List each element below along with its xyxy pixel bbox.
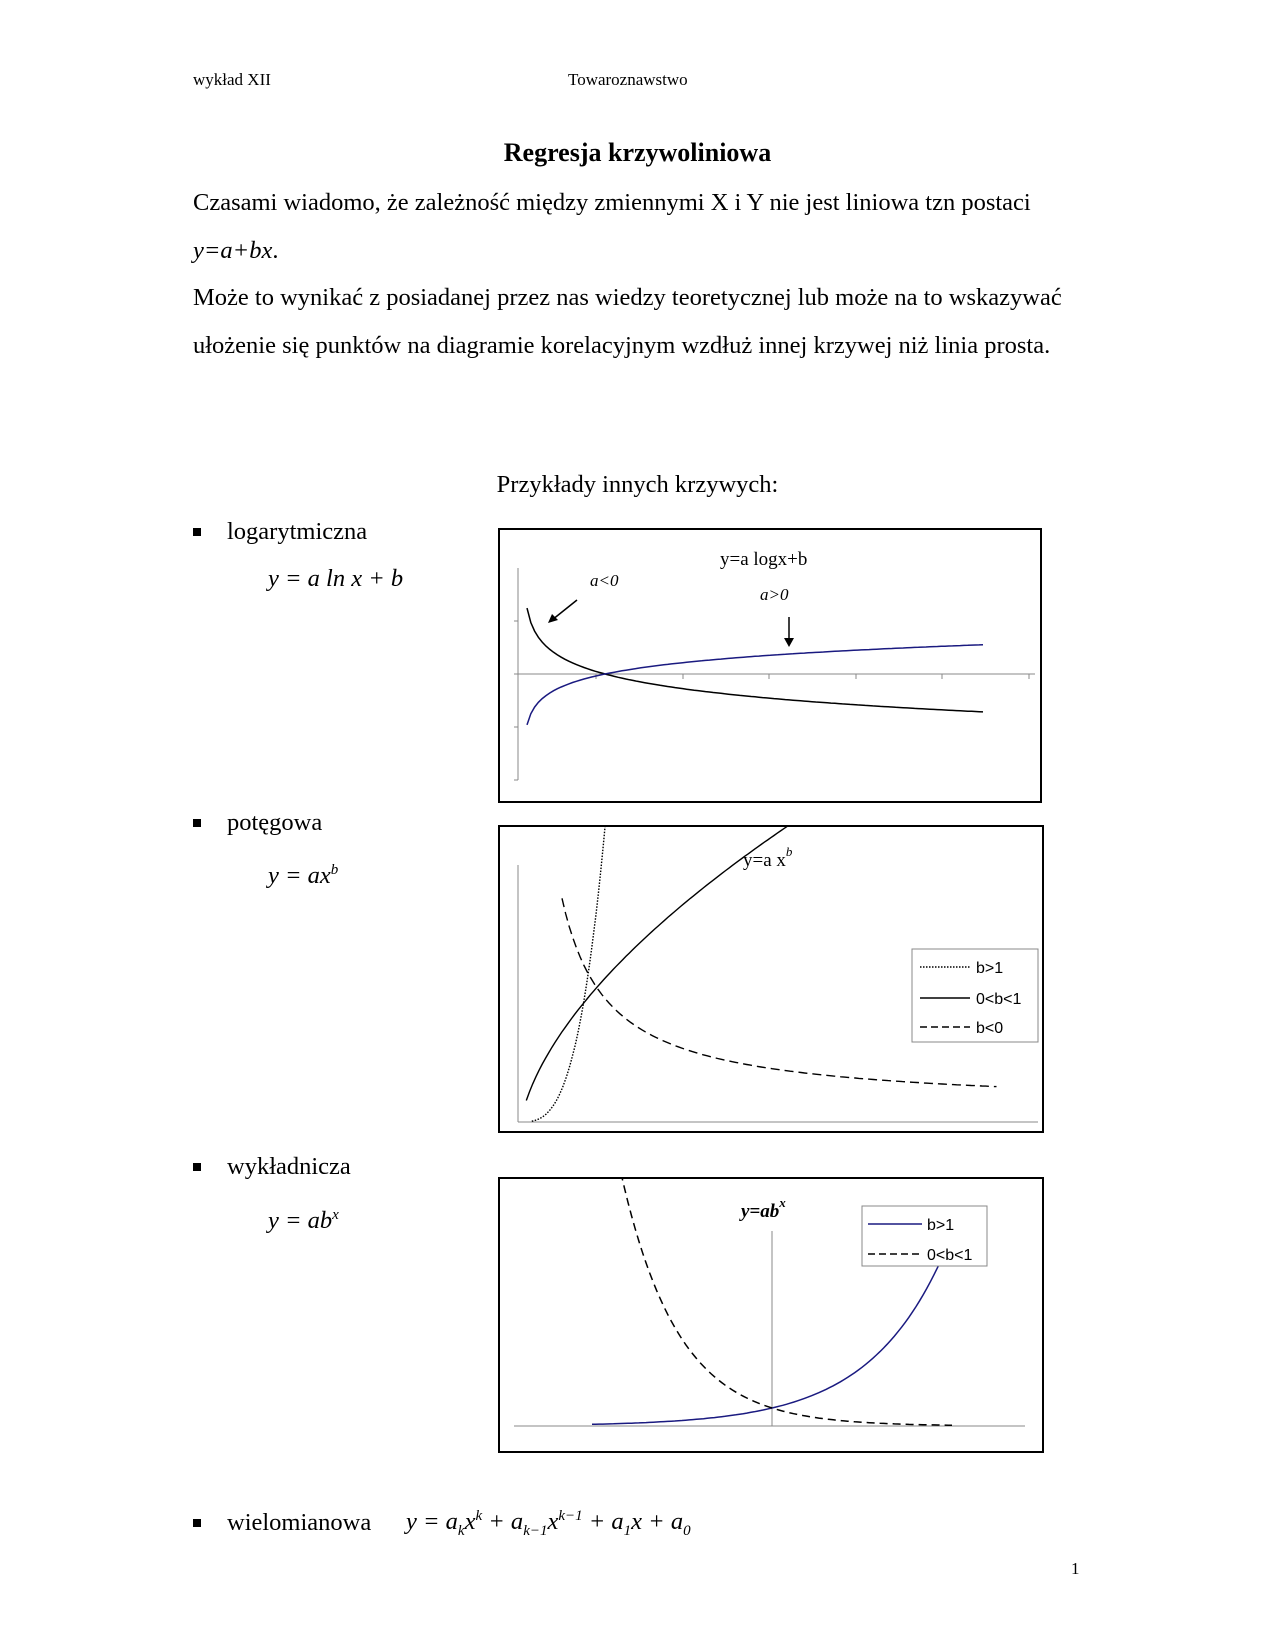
legend-label: 0<b<1 xyxy=(927,1247,973,1264)
series-line-b-between xyxy=(526,827,848,1101)
series-line-a-positive xyxy=(527,645,983,725)
bullet-icon xyxy=(193,528,201,536)
formula-wykladnicza xyxy=(268,1207,339,1235)
item-label: wielomianowa xyxy=(227,1509,372,1536)
arrow-head-icon xyxy=(548,614,558,623)
formula-wielomianowa: $y = a_kx^k + a_{k-1}x^{k-1} + a_1x + a_0$ xyxy=(406,1508,691,1540)
formula-potegowa xyxy=(268,862,338,890)
list-item-logarytmiczna xyxy=(193,518,367,546)
bullet-icon xyxy=(193,1163,201,1171)
page-title: Regresja krzywoliniowa xyxy=(503,138,772,167)
bullet-icon xyxy=(193,819,201,827)
legend xyxy=(912,949,1038,1042)
chart-exponential xyxy=(498,1177,1044,1453)
chart-title: y=a $x^b$ xyxy=(743,844,793,871)
header-center: Towaroznawstwo xyxy=(568,70,688,89)
arrow-head-icon xyxy=(784,638,794,647)
chart-title: $y=ab^x$ xyxy=(741,1195,786,1222)
legend-label: b<0 xyxy=(976,1020,1004,1037)
legend-label: 0<b<1 xyxy=(976,991,1022,1008)
examples-heading: Przykłady innych krzywych: xyxy=(496,471,779,498)
item-label: wykładnicza xyxy=(227,1153,351,1180)
paragraph-1-text: Czasami wiadomo, że zależność między zmiennymi X i Y nie jest liniowa tzn postaci xyxy=(193,189,1031,216)
item-label: potęgowa xyxy=(227,809,323,836)
annotation-a-negative: a<0 xyxy=(590,571,619,590)
paragraph-1-formula: y=a+bx xyxy=(193,236,273,264)
legend-label: b>1 xyxy=(976,960,1004,977)
formula-exponent: b xyxy=(330,862,339,878)
formula-base: y = ab xyxy=(268,1207,333,1235)
formula-logarytmiczna: y = a ln x + b xyxy=(268,565,404,592)
chart-logarithmic xyxy=(498,528,1042,803)
legend-label: b>1 xyxy=(927,1217,955,1234)
list-item-wykladnicza xyxy=(193,1153,351,1181)
list-item-potegowa xyxy=(193,809,322,837)
formula-exponent: x xyxy=(332,1207,339,1223)
formula-base: y = ax xyxy=(268,862,331,890)
paragraph-1 xyxy=(193,179,1073,274)
bullet-icon xyxy=(193,1519,201,1527)
header-left: wykład XII xyxy=(193,70,271,89)
series-line-b-greater-1 xyxy=(532,827,637,1121)
chart-title: y=a logx+b xyxy=(720,549,808,570)
series-line-a-negative xyxy=(527,608,983,712)
chart-power xyxy=(498,825,1044,1133)
item-label: logarytmiczna xyxy=(227,518,368,545)
paragraph-1-end: . xyxy=(272,236,279,264)
annotation-a-positive: a>0 xyxy=(760,585,789,604)
legend xyxy=(862,1206,987,1266)
arrow-a-negative xyxy=(552,600,577,620)
paragraph-2: Może to wynikać z posiadanej przez nas wiedzy teoretycznej lub może na to wskazywać ułożenie się punktów na diagramie korelacyjnym wzdłuż innej krzywej niż linia prosta. xyxy=(193,284,1062,359)
list-item-wielomianowa xyxy=(193,1509,371,1537)
page-number: 1 xyxy=(1071,1559,1080,1578)
